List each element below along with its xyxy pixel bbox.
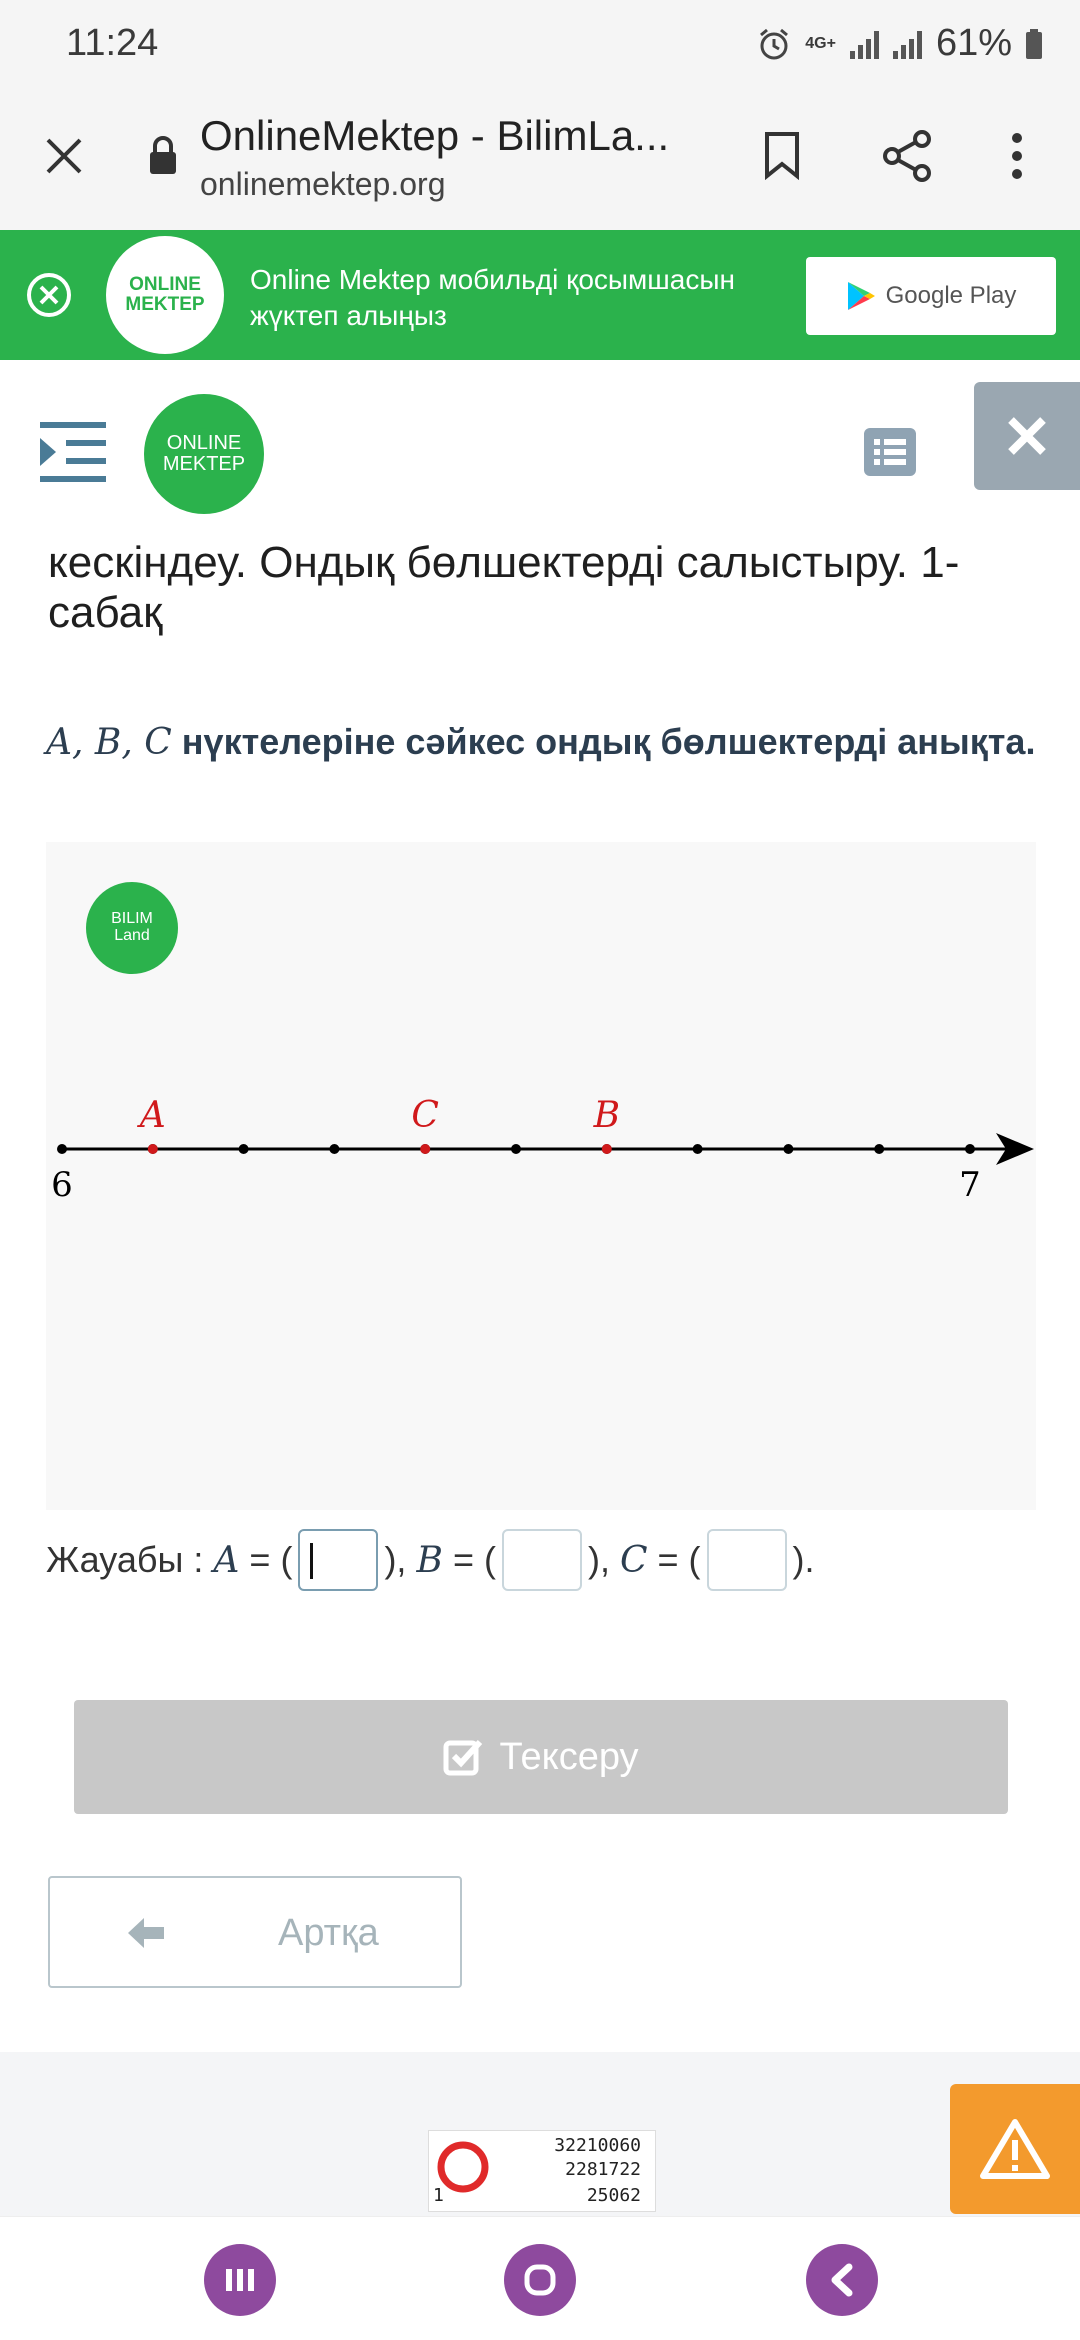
point-b (602, 1144, 612, 1154)
tick-mark (329, 1144, 339, 1154)
answer-var-a: A (213, 1539, 240, 1581)
points-group (137, 1095, 620, 1154)
back-button[interactable] (48, 1876, 462, 1988)
close-lesson-button[interactable] (974, 382, 1080, 490)
tick-mark (783, 1144, 793, 1154)
point-label-a: A (139, 1095, 166, 1136)
home-icon (523, 2263, 557, 2297)
arrow-left-icon (126, 1916, 166, 1950)
header-logo-text-1: ONLINE (166, 432, 242, 454)
google-play-label: Google Play (885, 282, 1017, 309)
point-c (420, 1144, 430, 1154)
checkbox-icon (443, 1738, 483, 1776)
tick-mark (511, 1144, 521, 1154)
check-button-label: Тексеру (499, 1735, 639, 1778)
back-nav-button[interactable] (806, 2244, 878, 2316)
alarm-icon (757, 27, 791, 61)
tick-mark (965, 1144, 975, 1154)
question-variables: A, B, C (46, 722, 172, 763)
tick-mark (239, 1144, 249, 1154)
bilim-logo-text-2: Land (114, 927, 150, 944)
ticket-widget (428, 2130, 656, 2212)
point-label-b: B (593, 1095, 621, 1136)
status-icons (757, 22, 1042, 65)
answer-var-c: C (619, 1539, 648, 1581)
axis-end-label: 7 (959, 1165, 981, 1205)
sidebar-menu-icon[interactable] (40, 420, 106, 486)
list-icon[interactable] (864, 428, 916, 476)
number-line (0, 1060, 1080, 1220)
bookmark-icon[interactable] (762, 130, 802, 180)
answer-end: ). (792, 1539, 815, 1580)
recent-apps-icon (223, 2266, 257, 2294)
answer-eq-a: = ( (249, 1539, 293, 1580)
tick-mark (874, 1144, 884, 1154)
warning-icon (980, 2118, 1050, 2180)
signal-icon-2 (893, 29, 922, 59)
google-play-icon (846, 280, 876, 312)
report-button[interactable] (950, 2084, 1080, 2214)
ticket-line-1: 32210060 (554, 2135, 641, 2156)
promo-text: Online Mektep мобильді қосымшасын жүктеп алыңыз (250, 264, 735, 331)
answer-eq-c: = ( (657, 1539, 701, 1580)
google-play-button[interactable] (806, 257, 1056, 335)
header-logo-text-2: MEKTEP (162, 453, 246, 475)
lesson-title: кескіндеу. Ондық бөлшектерді салыстыру. 1-сабақ (48, 538, 960, 637)
ticket-line-2: 2281722 (565, 2159, 641, 2180)
header-logo[interactable] (144, 394, 264, 514)
url-host[interactable]: onlinemektep.org (200, 166, 446, 202)
tick-mark (693, 1144, 703, 1154)
share-icon[interactable] (882, 130, 932, 182)
answer-eq-b: = ( (452, 1539, 496, 1580)
page-title-tab[interactable]: OnlineMektep - BilimLa... (200, 112, 670, 159)
ticket-line-3-left: 1 (433, 2185, 444, 2206)
signal-icon (850, 29, 879, 59)
recent-apps-button[interactable] (204, 2244, 276, 2316)
back-button-label: Артқа (278, 1912, 379, 1954)
point-label-c: C (411, 1095, 439, 1136)
bilimland-logo (86, 882, 178, 974)
point-a (148, 1144, 158, 1154)
logo-text-2: MEKTEP (125, 294, 205, 315)
dismiss-banner-icon[interactable] (26, 272, 72, 318)
answer-var-b: B (416, 1539, 443, 1581)
tick-mark (57, 1144, 67, 1154)
network-type: 4G+ (805, 34, 836, 52)
ticket-line-3-right: 25062 (586, 2185, 641, 2206)
close-tab-icon[interactable] (44, 136, 84, 176)
home-button[interactable] (504, 2244, 576, 2316)
question-text (46, 716, 1046, 769)
lock-icon (148, 136, 178, 176)
bilim-logo-text-1: BILIM (111, 910, 153, 928)
close-icon (1006, 415, 1048, 457)
answer-sep-b: ), (587, 1539, 610, 1580)
online-mektep-logo (106, 236, 224, 354)
axis-start-label: 6 (51, 1165, 73, 1205)
check-button[interactable] (74, 1700, 1008, 1814)
answer-prefix: Жауабы : (46, 1539, 204, 1580)
more-menu-icon[interactable] (1010, 132, 1024, 180)
answer-row (46, 1528, 815, 1592)
answer-c-input[interactable] (707, 1529, 787, 1591)
logo-text-1: ONLINE (129, 274, 201, 296)
question-body: нүктелеріне сәйкес ондық бөлшектерді анықта. (181, 721, 1036, 762)
answer-sep-a: ), (384, 1539, 407, 1580)
back-nav-icon (827, 2263, 857, 2297)
answer-b-input[interactable] (502, 1529, 582, 1591)
battery-percent: 61% (935, 22, 1012, 64)
battery-icon (1026, 29, 1042, 59)
status-time: 11:24 (66, 22, 159, 64)
answer-a-input[interactable] (298, 1529, 378, 1591)
